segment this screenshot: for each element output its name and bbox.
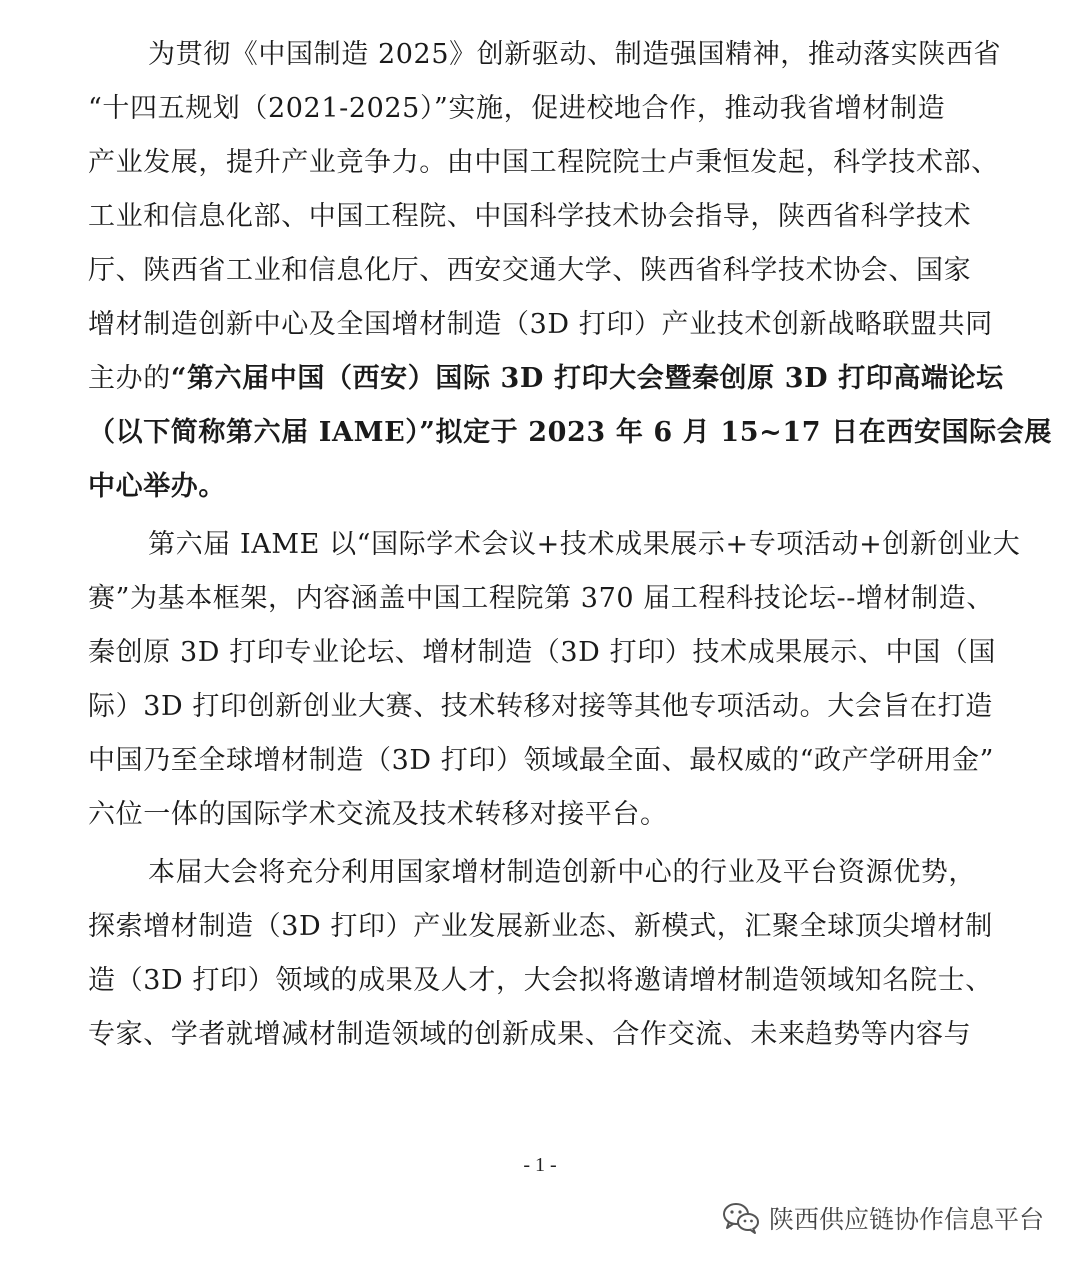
watermark-text: 陕西供应链协作信息平台 [768, 1205, 1044, 1234]
text-line: 专家、学者就增减材制造领域的创新成果、合作交流、未来趋势等内容与 [88, 1019, 972, 1050]
page-number: - 1 - [523, 1154, 557, 1176]
event-name-bold-line: 中心举办。 [88, 471, 226, 502]
text-line-mixed [88, 352, 1018, 406]
text-line: 赛”为基本框架，内容涵盖中国工程院第 370 届工程科技论坛--增材制造、 [88, 583, 994, 614]
text-line: 第六届 IAME 以“国际学术会议+技术成果展示+专项活动+创新创业大 [148, 529, 1021, 560]
event-name-bold: “第六届中国（西安）国际 3D 打印大会暨秦创原 3D 打印高端论坛 [170, 363, 1004, 394]
text-segment: 主办的 [88, 363, 171, 394]
text-line: 际）3D 打印创新创业大赛、技术转移对接等其他专项活动。大会旨在打造 [88, 691, 993, 722]
text-line: “十四五规划（2021-2025）”实施，促进校地合作，推动我省增材制造 [88, 93, 946, 124]
text-line: 本届大会将充分利用国家增材制造创新中心的行业及平台资源优势， [148, 857, 976, 888]
text-line: 为贯彻《中国制造 2025》创新驱动、制造强国精神，推动落实陕西省 [148, 39, 1002, 70]
text-line: 秦创原 3D 打印专业论坛、增材制造（3D 打印）技术成果展示、中国（国 [88, 637, 996, 668]
text-line: 六位一体的国际学术交流及技术转移对接平台。 [88, 799, 668, 830]
event-name-bold-line: （以下简称第六届 IAME）”拟定于 2023 年 6 月 15~17 日在西安国际会展 [88, 417, 1052, 448]
text-line: 增材制造创新中心及全国增材制造（3D 打印）产业技术创新战略联盟共同 [88, 309, 993, 340]
text-line: 造（3D 打印）领域的成果及人才，大会拟将邀请增材制造领域知名院士、 [88, 965, 993, 996]
watermark [721, 1198, 1044, 1238]
text-line: 中国乃至全球增材制造（3D 打印）领域最全面、最权威的“政产学研用金” [88, 745, 995, 776]
text-line: 厅、陕西省工业和信息化厅、西安交通大学、陕西省科学技术协会、国家 [88, 255, 972, 286]
text-line: 探索增材制造（3D 打印）产业发展新业态、新模式，汇聚全球顶尖增材制 [88, 911, 993, 942]
text-line: 产业发展，提升产业竞争力。由中国工程院院士卢秉恒发起，科学技术部、 [88, 147, 999, 178]
wechat-icon [721, 1201, 761, 1235]
text-line: 工业和信息化部、中国工程院、中国科学技术协会指导，陕西省科学技术 [88, 201, 972, 232]
